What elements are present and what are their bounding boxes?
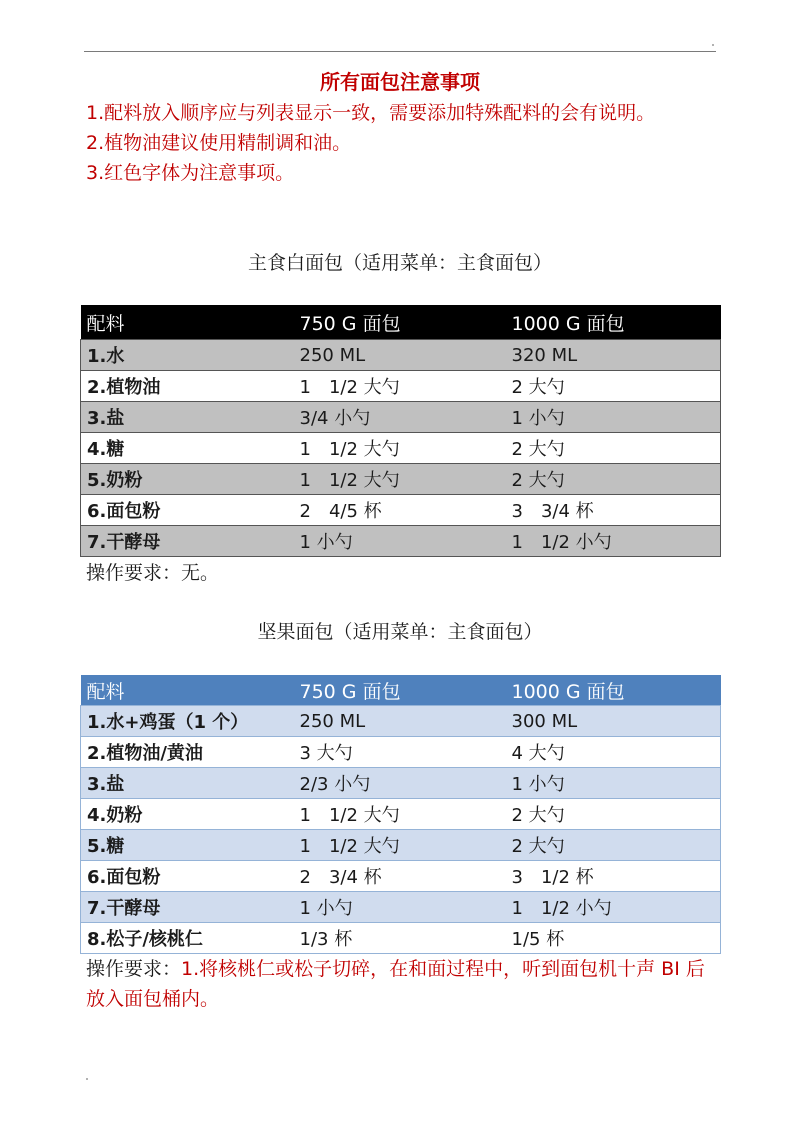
requirement-label: 操作要求： (86, 958, 182, 980)
ingredient-cell: 7.干酵母 (81, 892, 294, 923)
amount-1000-cell: 320 ML (506, 340, 721, 371)
amount-750-cell: 2 4/5 杯 (294, 495, 506, 526)
ingredient-cell: 7.干酵母 (81, 526, 294, 557)
ingredient-cell: 4.糖 (81, 433, 294, 464)
table-row (81, 861, 721, 892)
amount-1000-cell: 2 大勺 (506, 371, 721, 402)
column-header: 750 G 面包 (299, 680, 401, 703)
amount-1000-cell: 4 大勺 (506, 737, 721, 768)
ingredient-cell: 4.奶粉 (81, 799, 294, 830)
amount-750-cell: 1 1/2 大勺 (294, 433, 506, 464)
ingredient-cell: 3.盐 (81, 402, 294, 433)
table-row (81, 371, 721, 402)
ingredient-cell: 1.水+鸡蛋（1 个） (81, 706, 294, 737)
corner-mark (86, 1078, 88, 1080)
ingredient-cell: 2.植物油 (81, 371, 294, 402)
table-row (81, 495, 721, 526)
amount-1000-cell: 1/5 杯 (506, 923, 721, 954)
section2-caption: 坚果面包（适用菜单：主食面包） (257, 621, 543, 643)
amount-750-cell: 1 1/2 大勺 (294, 830, 506, 861)
nut-bread-table (80, 675, 721, 954)
ingredient-cell: 8.松子/核桃仁 (81, 923, 294, 954)
ingredient-cell: 1.水 (81, 340, 294, 371)
ingredient-cell: 3.盐 (81, 768, 294, 799)
amount-750-cell: 2 3/4 杯 (294, 861, 506, 892)
amount-1000-cell: 2 大勺 (506, 799, 721, 830)
page-title: 所有面包注意事项 (320, 70, 480, 94)
notes-list (86, 98, 716, 188)
table-row (81, 706, 721, 737)
column-header: 配料 (86, 312, 125, 335)
amount-750-cell: 3/4 小勺 (294, 402, 506, 433)
amount-1000-cell: 1 1/2 小勺 (506, 892, 721, 923)
ingredient-cell: 5.糖 (81, 830, 294, 861)
table-row (81, 433, 721, 464)
column-header: 1000 G 面包 (511, 680, 625, 703)
ingredient-cell: 6.面包粉 (81, 861, 294, 892)
amount-750-cell: 1 小勺 (294, 892, 506, 923)
table-row (81, 892, 721, 923)
amount-1000-cell: 1 小勺 (506, 768, 721, 799)
ingredient-cell: 5.奶粉 (81, 464, 294, 495)
amount-750-cell: 1/3 杯 (294, 923, 506, 954)
table-row (81, 737, 721, 768)
ingredient-cell: 6.面包粉 (81, 495, 294, 526)
amount-750-cell: 250 ML (294, 706, 506, 737)
ingredient-cell: 2.植物油/黄油 (81, 737, 294, 768)
requirement-text: 1.将核桃仁或松子切碎，在和面过程中，听到面包机十声 BI 后放入面包桶内。 (86, 958, 705, 1010)
white-bread-table (80, 305, 721, 557)
table-row (81, 340, 721, 371)
table-header-row (81, 675, 721, 706)
amount-1000-cell: 1 小勺 (506, 402, 721, 433)
amount-750-cell: 1 1/2 大勺 (294, 464, 506, 495)
section1-caption: 主食白面包（适用菜单：主食面包） (247, 252, 552, 274)
table-row (81, 923, 721, 954)
note-item: 3.红色字体为注意事项。 (86, 162, 295, 184)
corner-mark (712, 44, 714, 46)
section2-requirement (86, 954, 716, 1014)
amount-1000-cell: 2 大勺 (506, 433, 721, 464)
column-header: 750 G 面包 (299, 312, 401, 335)
column-header: 配料 (86, 680, 125, 703)
amount-750-cell: 3 大勺 (294, 737, 506, 768)
amount-1000-cell: 3 3/4 杯 (506, 495, 721, 526)
table-row (81, 464, 721, 495)
amount-1000-cell: 3 1/2 杯 (506, 861, 721, 892)
amount-1000-cell: 1 1/2 小勺 (506, 526, 721, 557)
table-row (81, 402, 721, 433)
table-header-row (81, 305, 721, 340)
amount-1000-cell: 2 大勺 (506, 464, 721, 495)
requirement-text: 无。 (181, 562, 220, 584)
table-row (81, 526, 721, 557)
amount-750-cell: 250 ML (294, 340, 506, 371)
amount-750-cell: 1 1/2 大勺 (294, 799, 506, 830)
table-row (81, 830, 721, 861)
amount-1000-cell: 2 大勺 (506, 830, 721, 861)
requirement-label: 操作要求： (86, 562, 182, 584)
table-row (81, 799, 721, 830)
note-item: 2.植物油建议使用精制调和油。 (86, 132, 352, 154)
section1-requirement (86, 558, 716, 588)
column-header: 1000 G 面包 (511, 312, 625, 335)
table-row (81, 768, 721, 799)
amount-750-cell: 2/3 小勺 (294, 768, 506, 799)
header-rule (84, 51, 716, 52)
amount-750-cell: 1 小勺 (294, 526, 506, 557)
amount-750-cell: 1 1/2 大勺 (294, 371, 506, 402)
note-item: 1.配料放入顺序应与列表显示一致，需要添加特殊配料的会有说明。 (86, 102, 656, 124)
amount-1000-cell: 300 ML (506, 706, 721, 737)
